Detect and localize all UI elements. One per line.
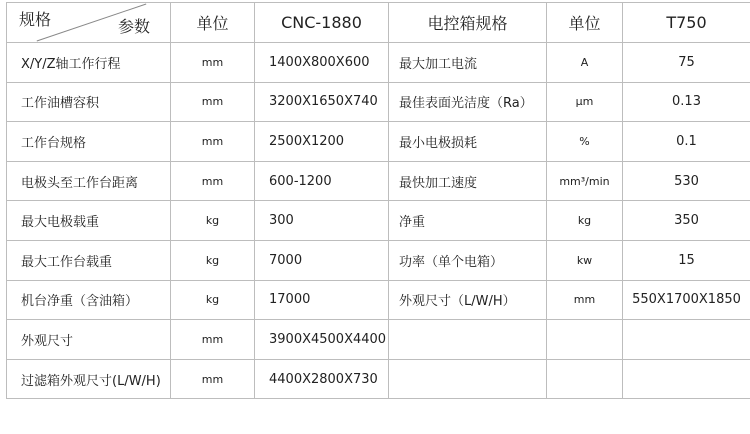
unit-cell: mm xyxy=(171,320,255,360)
control-param-cell xyxy=(389,320,547,360)
control-unit-cell xyxy=(547,359,623,399)
param-cell: 外观尺寸 xyxy=(7,320,171,360)
value-cell: 4400X2800X730 xyxy=(255,359,389,399)
control-value-cell: 75 xyxy=(623,43,750,83)
control-value-cell: 530 xyxy=(623,161,750,201)
value-cell: 2500X1200 xyxy=(255,122,389,162)
control-unit-cell: mm³/min xyxy=(547,161,623,201)
control-unit-cell xyxy=(547,320,623,360)
value-cell: 600-1200 xyxy=(255,161,389,201)
corner-label-param: 参数 xyxy=(117,17,150,36)
table-row xyxy=(7,240,750,280)
control-param-cell xyxy=(389,359,547,399)
control-unit-cell: kw xyxy=(547,240,623,280)
param-cell: X/Y/Z轴工作行程 xyxy=(7,43,171,83)
control-param-cell: 最佳表面光洁度（Ra） xyxy=(389,82,547,122)
header-model: CNC-1880 xyxy=(255,3,389,43)
control-value-cell: 0.13 xyxy=(623,82,750,122)
control-param-cell: 功率（单个电箱） xyxy=(389,240,547,280)
value-cell: 3900X4500X4400 xyxy=(255,320,389,360)
value-cell: 7000 xyxy=(255,240,389,280)
header-model-2: T750 xyxy=(623,3,750,43)
control-unit-cell: % xyxy=(547,122,623,162)
corner-header-cell xyxy=(7,3,171,43)
param-cell: 工作油槽容积 xyxy=(7,82,171,122)
control-param-cell: 净重 xyxy=(389,201,547,241)
unit-cell: mm xyxy=(171,82,255,122)
table-row xyxy=(7,280,750,320)
table-row xyxy=(7,161,750,201)
control-param-cell: 最快加工速度 xyxy=(389,161,547,201)
table-row xyxy=(7,43,750,83)
corner-label-spec: 规格 xyxy=(19,10,52,29)
unit-cell: mm xyxy=(171,359,255,399)
control-unit-cell: mm xyxy=(547,280,623,320)
param-cell: 过滤箱外观尺寸(L/W/H) xyxy=(7,359,171,399)
table-row xyxy=(7,82,750,122)
table-row xyxy=(7,201,750,241)
header-unit-2: 单位 xyxy=(547,3,623,43)
header-unit: 单位 xyxy=(171,3,255,43)
control-value-cell xyxy=(623,359,750,399)
control-unit-cell: A xyxy=(547,43,623,83)
unit-cell: mm xyxy=(171,43,255,83)
param-cell: 工作台规格 xyxy=(7,122,171,162)
value-cell: 3200X1650X740 xyxy=(255,82,389,122)
param-cell: 最大电极载重 xyxy=(7,201,171,241)
value-cell: 17000 xyxy=(255,280,389,320)
control-value-cell: 350 xyxy=(623,201,750,241)
param-cell: 机台净重（含油箱） xyxy=(7,280,171,320)
table-row xyxy=(7,122,750,162)
unit-cell: mm xyxy=(171,161,255,201)
control-value-cell xyxy=(623,320,750,360)
value-cell: 300 xyxy=(255,201,389,241)
control-unit-cell: μm xyxy=(547,82,623,122)
unit-cell: mm xyxy=(171,122,255,162)
header-control-box-spec: 电控箱规格 xyxy=(389,3,547,43)
unit-cell: kg xyxy=(171,280,255,320)
unit-cell: kg xyxy=(171,201,255,241)
param-cell: 最大工作台载重 xyxy=(7,240,171,280)
value-cell: 1400X800X600 xyxy=(255,43,389,83)
control-param-cell: 外观尺寸（L/W/H） xyxy=(389,280,547,320)
param-cell: 电极头至工作台距离 xyxy=(7,161,171,201)
header-row xyxy=(7,3,750,43)
table-row xyxy=(7,320,750,360)
control-param-cell: 最小电极损耗 xyxy=(389,122,547,162)
table-row xyxy=(7,359,750,399)
control-value-cell: 550X1700X1850 xyxy=(623,280,750,320)
unit-cell: kg xyxy=(171,240,255,280)
spec-table xyxy=(6,2,750,399)
control-param-cell: 最大加工电流 xyxy=(389,43,547,83)
control-unit-cell: kg xyxy=(547,201,623,241)
control-value-cell: 15 xyxy=(623,240,750,280)
control-value-cell: 0.1 xyxy=(623,122,750,162)
